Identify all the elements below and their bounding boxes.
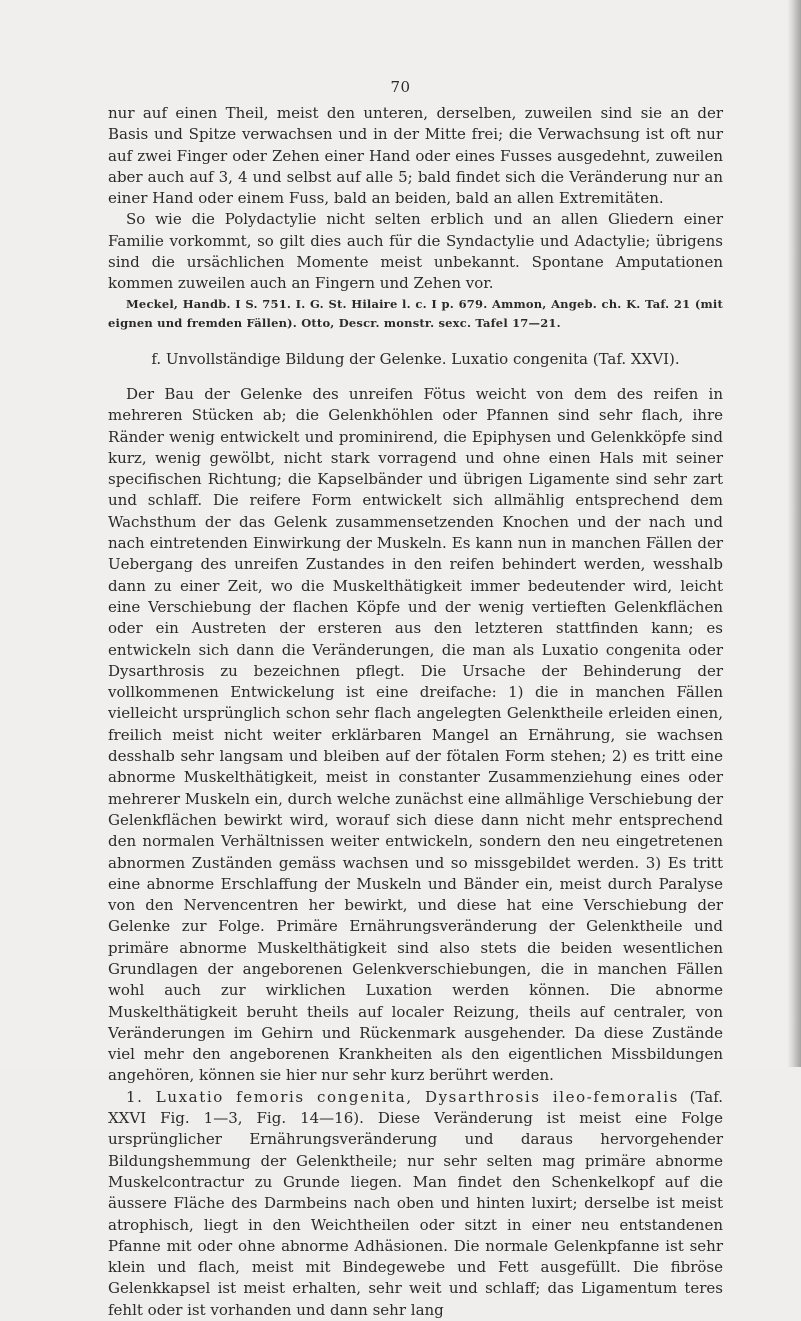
section-heading: f. Unvollständige Bildung der Gelenke. Luxatio congenita (Taf. XXVI). [151, 349, 680, 368]
paragraph-1: nur auf einen Theil, meist den unteren, derselben, zuweilen sind sie an der Basis und Spitze verwachsen und in der Mitte frei; die Verwachsung ist oft nur auf zwei Finger oder Zehen einer Hand oder eines Fusses ausgedehnt, zuweilen aber auch auf 3, 4 und selbst auf alle 5; bald findet sich die Veränderung nur an einer Hand oder einem Fuss, bald an beiden, bald an allen Extremitäten. [108, 104, 723, 208]
literature-references: Meckel, Handb. I S. 751. I. G. St. Hilaire l. c. I p. 679. Ammon, Angeb. ch. K. Taf. 21 (mit eignen und fremden Fällen). Otto, Descr. monstr. sexc. Tafel 17—21. [108, 296, 723, 330]
paragraph-4-text: (Taf. XXVI Fig. 1—3, Fig. 14—16). Diese Veränderung ist meist eine Folge ursprünglicher Ernährungsveränderung und daraus hervorgehender Bildungshemmung der Gelenktheile; nur sehr selten mag primäre abnorme Muskelcontractur zu Grunde liegen. Man findet den Schenkelkopf auf die äussere Fläche des Darmbeins nach oben und hinten luxirt; derselbe ist meist atrophisch, liegt in den Weichtheilen oder sitzt in einer neu entstandenen Pfanne mit oder ohne abnorme Adhäsionen. Die normale Gelenkpfanne ist sehr klein und flach, meist mit Bindegewebe und Fett ausgefüllt. Die fibröse Gelenkkapsel ist meist erhalten, sehr weit und schlaff; das Ligamentum teres fehlt oder ist vorhanden und dann sehr lang [108, 1087, 723, 1319]
page-edge-shadow [787, 0, 801, 1067]
body-text [108, 103, 723, 1321]
page-number: 70 [390, 78, 411, 96]
paragraph-4-lead: 1. Luxatio femoris congenita, Dysarthrosis ileo-femoralis [126, 1087, 679, 1106]
paragraph-4 [108, 1087, 723, 1321]
paragraph-2: So wie die Polydactylie nicht selten erblich und an allen Gliedern einer Familie vorkommt, so gilt dies auch für die Syndactylie und Adactylie; übrigens sind die ursächlichen Momente meist unbekannt. Spontane Amputationen kommen zuweilen auch an Fingern und Zehen vor. [108, 210, 723, 293]
paragraph-3: Der Bau der Gelenke des unreifen Fötus weicht von dem des reifen in mehreren Stücken ab; die Gelenkhöhlen oder Pfannen sind sehr flach, ihre Ränder wenig entwickelt und prominirend, die Epiphysen und Gelenkköpfe sind kurz, wenig gewölbt, nicht stark vorragend und ohne einen Hals mit seiner specifischen Richtung; die Kapselbänder und übrigen Ligamente sind sehr zart und schlaff. Die reifere Form entwickelt sich allmählig entsprechend dem Wachsthum der das Gelenk zusammensetzenden Knochen und der nach und nach eintretenden Einwirkung der Muskeln. Es kann nun in manchen Fällen der Uebergang des unreifen Zustandes in den reifen behindert werden, wesshalb dann zu einer Zeit, wo die Muskelthätigkeit immer bedeutender wird, leicht eine Verschiebung der flachen Köpfe und der wenig vertieften Gelenkflächen oder ein Austreten der ersteren aus den letzteren stattfinden kann; es entwickeln sich dann die Veränderungen, die man als Luxatio congenita oder Dysarthrosis zu bezeichnen pflegt. Die Ursache der Behinderung der vollkommenen Entwickelung ist eine dreifache: 1) die in manchen Fällen vielleicht ursprünglich schon sehr flach angelegten Gelenktheile erleiden einen, freilich meist nicht weiter erklärbaren Mangel an Ernährung, sie wachsen desshalb sehr langsam und bleiben auf der fötalen Form stehen; 2) es tritt eine abnorme Muskelthätigkeit, meist in constanter Zusammenziehung eines oder mehrerer Muskeln ein, durch welche zunächst eine allmählige Verschiebung der Gelenkflächen bewirkt wird, worauf sich diese dann nicht mehr entsprechend den normalen Verhältnissen weiter entwickeln, sondern den neu eingetretenen abnormen Zuständen gemäss wachsen und so missgebildet werden. 3) Es tritt eine abnorme Erschlaffung der Muskeln und Bänder ein, meist durch Paralyse von den Nervencentren her bewirkt, und diese hat eine Verschiebung der Gelenke zur Folge. Primäre Ernährungsveränderung der Gelenktheile und primäre abnorme Muskelthätigkeit sind also stets die beiden wesentlichen Grundlagen der angeborenen Gelenkverschiebungen, die in manchen Fällen wohl auch zur wirklichen Luxation werden können. Die abnorme Muskelthätigkeit beruht theils auf localer Reizung, theils auf centraler, von Veränderungen im Gehirn und Rückenmark ausgehender. Da diese Zustände viel mehr den angeborenen Krankheiten als den eigentlichen Missbildungen angehören, können sie hier nur sehr kurz berührt werden. [108, 384, 723, 1085]
